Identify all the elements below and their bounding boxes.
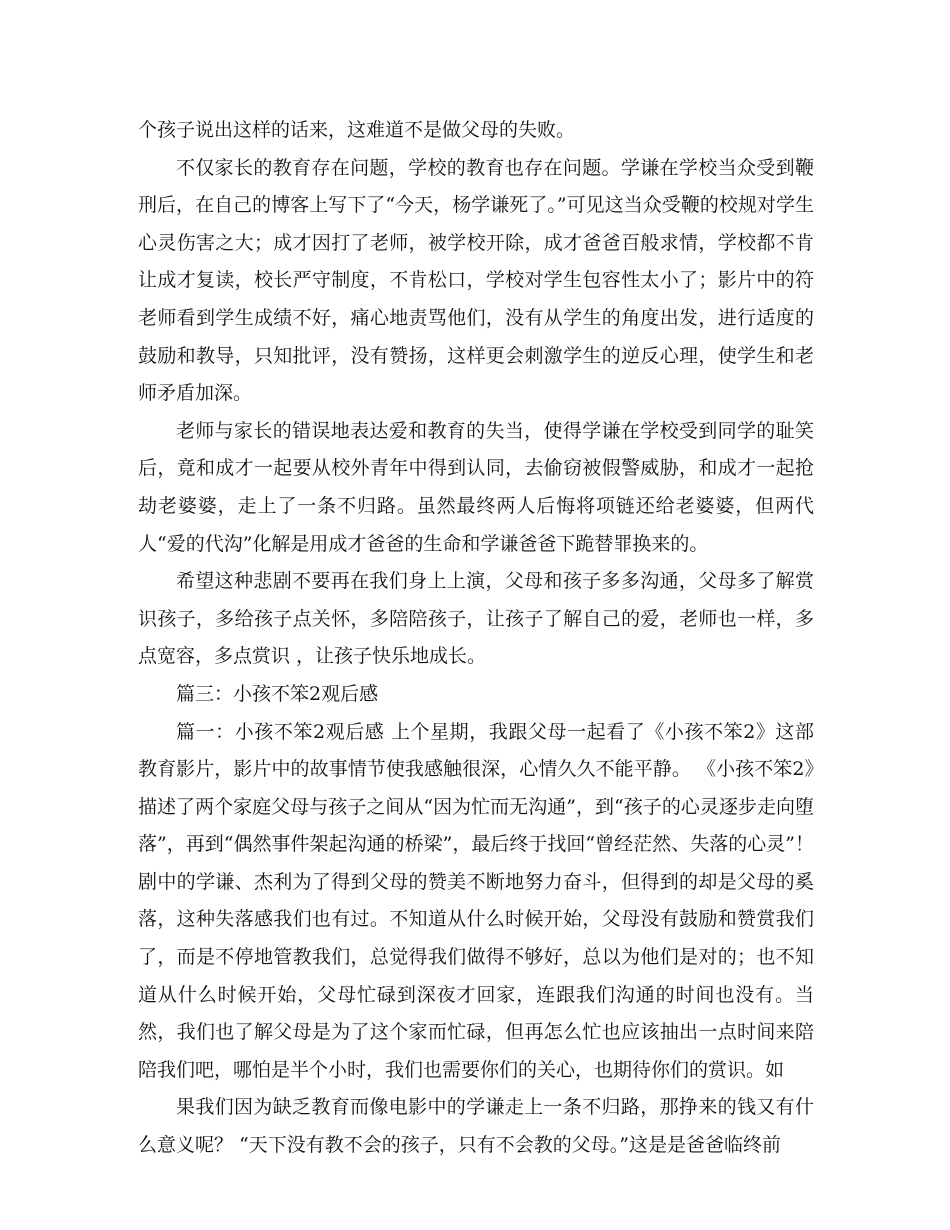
section-heading: 篇三：小孩不笨2观后感	[176, 682, 379, 705]
paragraph-continuation: 个孩子说出这样的话来，这难道不是做父母的失败。	[138, 119, 576, 141]
document-body	[138, 112, 814, 1165]
paragraph-hope: 希望这种悲剧不要再在我们身上上演，父母和孩子多多沟通，父母多了解赏识孩子，多给孩子点关怀，多陪陪孩子，让孩子了解自己的爱，老师也一样，多点宽容，多点赏识 ，让孩子快乐地成长。	[138, 570, 814, 668]
paragraph-school-education: 不仅家长的教育存在问题，学校的教育也存在问题。学谦在学校当众受到鞭刑后，在自己的博客上写下了“今天，杨学谦死了。”可见这当众受鞭的校规对学生心灵伤害之大；成才因打了老师，被学校开除，成才爸爸百般求情，学校都不肯让成才复读，校长严守制度，不肯松口，学校对学生包容性太小了；影片中的符老师看到学生成绩不好，痛心地责骂他们，没有从学生的角度出发，进行适度的鼓励和教导，只知批评，没有赞扬，这样更会刺激学生的逆反心理，使学生和老师矛盾加深。	[138, 156, 814, 405]
paragraph-teacher-parents: 老师与家长的错误地表达爱和教育的失当，使得学谦在学校受到同学的耻笑后，竟和成才一起要从校外青年中得到认同，去偷窃被假警威胁，和成才一起抢劫老婆婆，走上了一条不归路。虽然最终两人后悔将项链还给老婆婆，但两代人“爱的代沟”化解是用成才爸爸的生命和学谦爸爸下跪替罪换来的。	[138, 419, 814, 555]
paragraph-review-continuation: 果我们因为缺乏教育而像电影中的学谦走上一条不归路，那挣来的钱又有什么意义呢？ “天下没有教不会的孩子，只有不会教的父母。”这是是爸爸临终前	[138, 1096, 814, 1157]
paragraph-review-one: 篇一：小孩不笨2观后感 上个星期，我跟父母一起看了《小孩不笨2》这部教育影片，影片中的故事情节使我感触很深，心情久久不能平静。 《小孩不笨2》描述了两个家庭父母与孩子之间从“因为忙而无沟通”，到“孩子的心灵逐步走向堕落”，再到“偶然事件架起沟通的桥梁”，最后终于找回“曾经茫然、失落的心灵”！剧中的学谦、杰利为了得到父母的赞美不断地努力奋斗，但得到的却是父母的奚落，这种失落感我们也有过。不知道从什么时候开始，父母没有鼓励和赞赏我们了，而是不停地管教我们，总觉得我们做得不够好，总以为他们是对的；也不知道从什么时候开始，父母忙碌到深夜才回家，连跟我们沟通的时间也没有。当然，我们也了解父母是为了这个家而忙碌，但再怎么忙也应该抽出一点时间来陪陪我们吧，哪怕是半个小时，我们也需要你们的关心，也期待你们的赏识。如	[138, 720, 814, 1081]
